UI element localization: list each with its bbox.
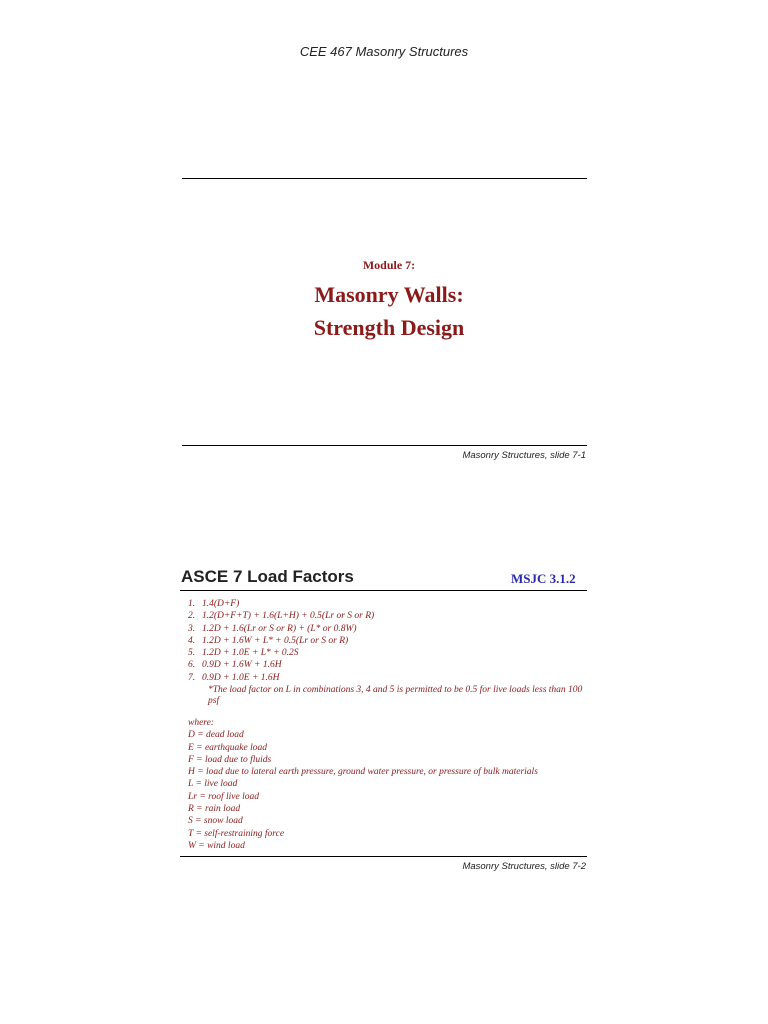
load-combination: 1. 1.4(D+F) — [188, 599, 240, 609]
slide1-top-rule — [182, 178, 587, 179]
slide2-reference: MSJC 3.1.2 — [511, 571, 576, 586]
load-combination: 5. 1.2D + 1.0E + L* + 0.2S — [188, 648, 299, 659]
slide2-title: ASCE 7 Load Factors — [181, 567, 354, 586]
definition: Lr = roof live load — [188, 791, 259, 802]
document-header: CEE 467 Masonry Structures — [299, 44, 469, 59]
definition: E = earthquake load — [188, 742, 267, 753]
definition: L = live load — [188, 779, 238, 790]
slide1-title-line2: Strength Design — [313, 315, 465, 340]
definition: S = snow load — [188, 816, 243, 827]
definitions-list — [188, 717, 588, 852]
where-label: where: — [188, 718, 215, 728]
load-combination: 6. 0.9D + 1.6W + 1.6H — [188, 660, 282, 671]
load-combination: 7. 0.9D + 1.0E + 1.6H — [188, 672, 280, 683]
load-combination: 4. 1.2D + 1.6W + L* + 0.5(Lr or S or R) — [188, 635, 349, 646]
module-label: Module 7: — [362, 258, 416, 272]
slide1-footer: Masonry Structures, slide 7-1 — [462, 450, 586, 461]
definition: H = load due to lateral earth pressure, ground water pressure, or pressure of bulk materials — [188, 767, 538, 778]
slide2-title-rule — [180, 590, 587, 591]
slide1-bottom-rule — [182, 445, 587, 446]
load-combination: 3. 1.2D + 1.6(Lr or S or R) + (L* or 0.8W) — [188, 623, 357, 634]
slide1-title-line1: Masonry Walls: — [314, 282, 464, 307]
definition: D = dead load — [188, 730, 244, 741]
definition: W = wind load — [188, 840, 245, 851]
live-load-note: *The load factor on L in combinations 3, 4 and 5 is permitted to be 0.5 for live loads less than 100 psf — [208, 685, 583, 706]
slide2-bottom-rule — [180, 856, 587, 857]
load-combination: 2. 1.2(D+F+T) + 1.6(L+H) + 0.5(Lr or S or R) — [188, 611, 375, 622]
slide2-footer: Masonry Structures, slide 7-2 — [462, 861, 586, 872]
definition: T = self-restraining force — [188, 828, 285, 839]
load-combination-list — [188, 598, 588, 684]
definition: R = rain load — [188, 804, 241, 815]
definition: F = load due to fluids — [188, 754, 272, 765]
